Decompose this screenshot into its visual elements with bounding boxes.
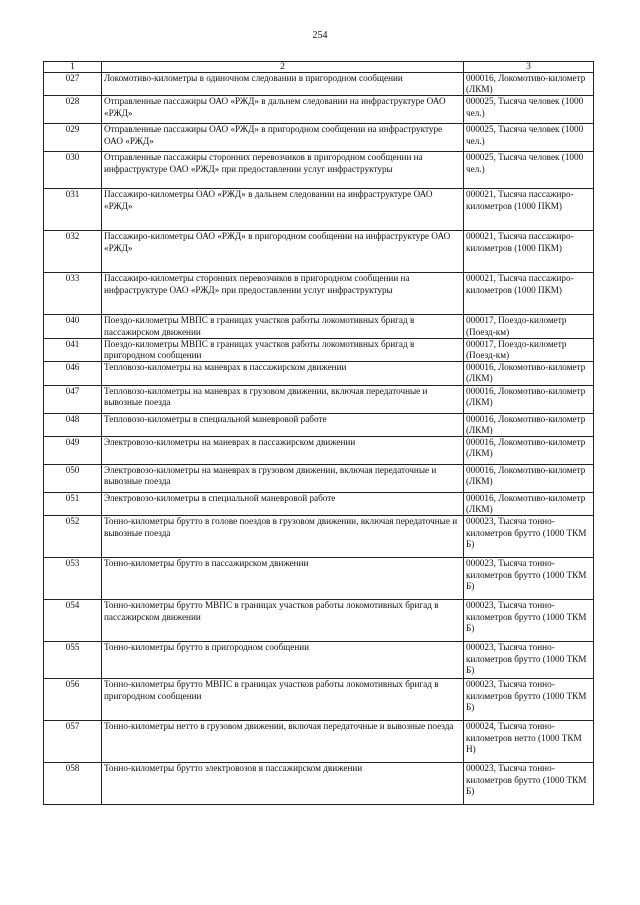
table-row — [44, 437, 594, 465]
row-code: 046 — [44, 362, 102, 385]
table-row — [44, 73, 594, 96]
row-code: 047 — [44, 385, 102, 413]
table-row — [44, 642, 594, 679]
table-row — [44, 516, 594, 558]
row-code: 049 — [44, 437, 102, 465]
table-row — [44, 124, 594, 152]
row-description: Тепловозо-километры на маневрах в пассажирском движении — [102, 362, 464, 385]
row-description: Электровозо-километры на маневрах в пассажирском движении — [102, 437, 464, 465]
row-code: 031 — [44, 189, 102, 231]
row-unit: 000017, Поездо-километр (Поезд-км) — [464, 338, 594, 361]
row-unit: 000025, Тысяча человек (1000 чел.) — [464, 152, 594, 189]
column-header-3: 3 — [464, 62, 594, 73]
row-code: 028 — [44, 96, 102, 124]
row-description: Тонно-километры брутто в пригородном сообщении — [102, 642, 464, 679]
row-description: Поездо-километры МВПС в границах участков работы локомотивных бригад в пригородном сообщении — [102, 338, 464, 361]
row-code: 051 — [44, 493, 102, 516]
table-row — [44, 600, 594, 642]
row-code: 054 — [44, 600, 102, 642]
row-description: Отправленные пассажиры сторонних перевозчиков в пригородном сообщении на инфраструктуре ОАО «РЖД» при предоставлении услуг инфраструктуры — [102, 152, 464, 189]
column-header-1: 1 — [44, 62, 102, 73]
row-unit: 000016, Локомотиво-километр (ЛКМ) — [464, 73, 594, 96]
table-row — [44, 679, 594, 721]
column-header-2: 2 — [102, 62, 464, 73]
row-code: 053 — [44, 558, 102, 600]
row-description: Тонно-километры брутто МВПС в границах участков работы локомотивных бригад в пригородном сообщении — [102, 679, 464, 721]
table-row — [44, 763, 594, 805]
table-row — [44, 558, 594, 600]
row-description: Электровозо-километры на маневрах в грузовом движении, включая передаточные и вывозные поезда — [102, 465, 464, 493]
table-row — [44, 385, 594, 413]
row-description: Пассажиро-километры ОАО «РЖД» в дальнем следовании на инфраструктуре ОАО «РЖД» — [102, 189, 464, 231]
row-unit: 000023, Тысяча тонно-километров брутто (1000 ТКМ Б) — [464, 642, 594, 679]
row-description: Тонно-километры брутто в голове поездов в грузовом движении, включая передаточные и вывозные поезда — [102, 516, 464, 558]
row-description: Тонно-километры брутто электровозов в пассажирском движении — [102, 763, 464, 805]
row-unit: 000016, Локомотиво-километр (ЛКМ) — [464, 362, 594, 385]
table-row — [44, 465, 594, 493]
table-header-row — [44, 62, 594, 73]
row-description: Пассажиро-километры ОАО «РЖД» в пригородном сообщении на инфраструктуре ОАО «РЖД» — [102, 231, 464, 273]
row-unit: 000023, Тысяча тонно-километров брутто (1000 ТКМ Б) — [464, 763, 594, 805]
row-description: Тонно-километры брутто МВПС в границах участков работы локомотивных бригад в пассажирском движении — [102, 600, 464, 642]
row-unit: 000016, Локомотиво-километр (ЛКМ) — [464, 493, 594, 516]
row-code: 033 — [44, 273, 102, 315]
row-description: Тонно-километры брутто в пассажирском движении — [102, 558, 464, 600]
row-description: Пассажиро-километры сторонних перевозчиков в пригородном сообщении на инфраструктуре ОАО «РЖД» при предоставлении услуг инфраструктуры — [102, 273, 464, 315]
row-unit: 000023, Тысяча тонно-километров брутто (1000 ТКМ Б) — [464, 679, 594, 721]
table-row — [44, 96, 594, 124]
table-row — [44, 493, 594, 516]
row-code: 041 — [44, 338, 102, 361]
row-description: Тепловозо-километры на маневрах в грузовом движении, включая передаточные и вывозные поезда — [102, 385, 464, 413]
row-code: 030 — [44, 152, 102, 189]
table-row — [44, 152, 594, 189]
row-unit: 000016, Локомотиво-километр (ЛКМ) — [464, 385, 594, 413]
row-code: 040 — [44, 315, 102, 338]
table-row — [44, 273, 594, 315]
row-unit: 000016, Локомотиво-километр (ЛКМ) — [464, 437, 594, 465]
row-code: 027 — [44, 73, 102, 96]
row-unit: 000021, Тысяча пассажиро-километров (1000 ПКМ) — [464, 231, 594, 273]
row-unit: 000016, Локомотиво-километр (ЛКМ) — [464, 465, 594, 493]
row-description: Поездо-километры МВПС в границах участков работы локомотивных бригад в пассажирском движении — [102, 315, 464, 338]
table-row — [44, 721, 594, 763]
row-unit: 000024, Тысяча тонно-километров нетто (1000 ТКМ Н) — [464, 721, 594, 763]
row-description: Отправленные пассажиры ОАО «РЖД» в пригородном сообщении на инфраструктуре ОАО «РЖД» — [102, 124, 464, 152]
row-code: 052 — [44, 516, 102, 558]
row-code: 032 — [44, 231, 102, 273]
row-description: Локомотиво-километры в одиночном следовании в пригородном сообщении — [102, 73, 464, 96]
row-unit: 000021, Тысяча пассажиро-километров (1000 ПКМ) — [464, 273, 594, 315]
row-code: 058 — [44, 763, 102, 805]
page-number: 254 — [312, 30, 328, 41]
table-row — [44, 362, 594, 385]
table-row — [44, 338, 594, 361]
row-unit: 000023, Тысяча тонно-километров брутто (1000 ТКМ Б) — [464, 600, 594, 642]
row-unit: 000025, Тысяча человек (1000 чел.) — [464, 96, 594, 124]
row-description: Отправленные пассажиры ОАО «РЖД» в дальнем следовании на инфраструктуре ОАО «РЖД» — [102, 96, 464, 124]
row-unit: 000025, Тысяча человек (1000 чел.) — [464, 124, 594, 152]
row-code: 048 — [44, 413, 102, 436]
row-unit: 000021, Тысяча пассажиро-километров (1000 ПКМ) — [464, 189, 594, 231]
row-code: 055 — [44, 642, 102, 679]
row-code: 056 — [44, 679, 102, 721]
table-row — [44, 413, 594, 436]
row-description: Тепловозо-километры в специальной маневровой работе — [102, 413, 464, 436]
row-unit: 000016, Локомотиво-километр (ЛКМ) — [464, 413, 594, 436]
row-code: 050 — [44, 465, 102, 493]
table-row — [44, 315, 594, 338]
table-row — [44, 189, 594, 231]
table-row — [44, 231, 594, 273]
row-unit: 000023, Тысяча тонно-километров брутто (1000 ТКМ Б) — [464, 558, 594, 600]
row-description: Тонно-километры нетто в грузовом движении, включая передаточные и вывозные поезда — [102, 721, 464, 763]
row-description: Электровозо-километры в специальной маневровой работе — [102, 493, 464, 516]
indicators-table — [43, 61, 594, 805]
row-unit: 000017, Поездо-километр (Поезд-км) — [464, 315, 594, 338]
row-code: 029 — [44, 124, 102, 152]
row-code: 057 — [44, 721, 102, 763]
row-unit: 000023, Тысяча тонно-километров брутто (1000 ТКМ Б) — [464, 516, 594, 558]
